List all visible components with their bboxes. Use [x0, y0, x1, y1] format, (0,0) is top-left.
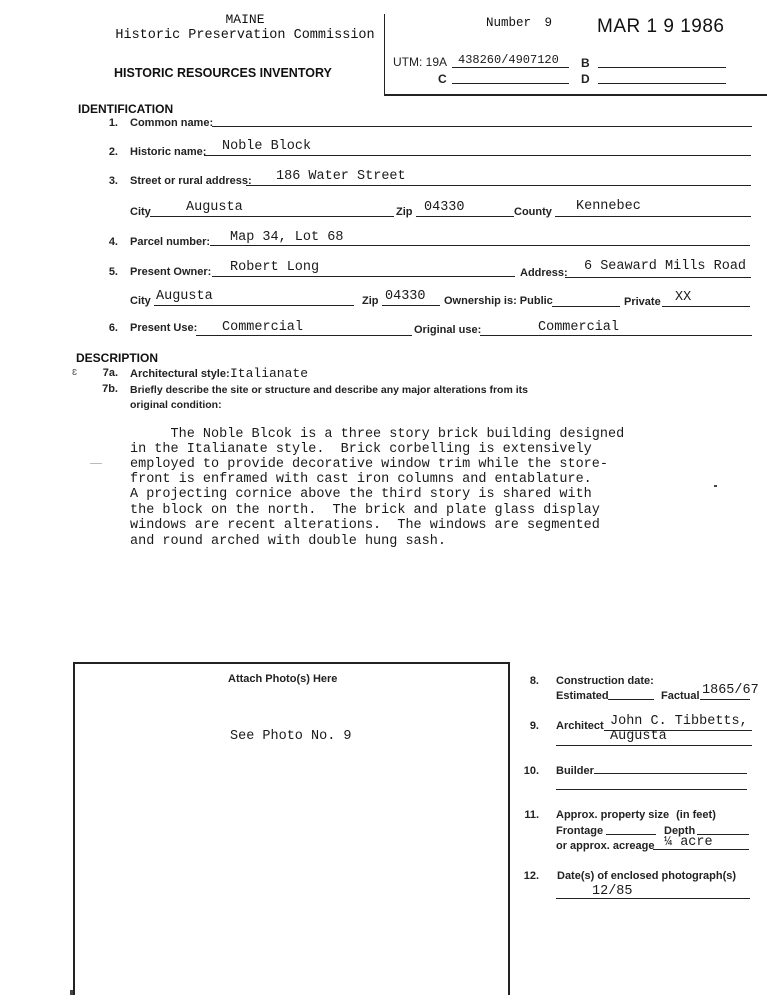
owner-address-label: Address: — [520, 267, 568, 279]
acreage-value: ¼ acre — [664, 835, 713, 850]
owner-city-value: Augusta — [156, 289, 213, 304]
owner-line — [212, 276, 515, 277]
description-line-1: The Noble Blcok is a three story brick building designed — [130, 427, 625, 442]
parcel-number-value: Map 34, Lot 68 — [230, 230, 344, 245]
description-line-2: in the Italianate style. Brick corbelling is extensively — [130, 442, 592, 457]
owner-city-line — [154, 305, 354, 306]
county-value: Kennebec — [576, 199, 641, 214]
architect-value-line1: John C. Tibbetts, — [610, 714, 748, 729]
description-line-6: the block on the north. The brick and plate glass display — [130, 503, 600, 518]
form-title: HISTORIC RESOURCES INVENTORY — [114, 66, 332, 80]
description-line-5: A projecting cornice above the third story is shared with — [130, 487, 592, 502]
field-6-label: Present Use: — [130, 322, 198, 334]
ownership-public-line — [552, 306, 620, 307]
county-line — [555, 216, 751, 217]
photo-box — [73, 662, 510, 995]
owner-value: Robert Long — [230, 260, 320, 275]
description-line-3: employed to provide decorative window trim while the store- — [130, 457, 608, 472]
field-4-label: Parcel number: — [130, 236, 211, 248]
field-9-number: 9. — [529, 720, 539, 732]
number-label — [486, 16, 552, 30]
street-address-value: 186 Water Street — [276, 169, 406, 184]
field-1-label: Common name: — [130, 117, 214, 129]
photo-date-line — [556, 898, 750, 899]
field-3-label: Street or rural address: — [130, 175, 252, 187]
street-address-line — [246, 185, 751, 186]
builder-line-2 — [556, 789, 747, 790]
utm-c-line — [452, 83, 569, 84]
owner-zip-value: 04330 — [385, 289, 426, 304]
number-label-text: Number — [486, 16, 532, 30]
original-use-line — [480, 335, 752, 336]
field-5-label: Present Owner: — [130, 266, 212, 278]
utm-underline — [452, 67, 569, 68]
property-size-label: Approx. property size — [556, 809, 670, 821]
historic-name-line — [204, 155, 751, 156]
field-5-number: 5. — [108, 266, 118, 278]
number-value: 9 — [544, 16, 553, 30]
field-7a-number: 7a. — [102, 367, 118, 379]
depth-label: Depth — [664, 825, 696, 837]
ownership-private-value: XX — [675, 290, 692, 305]
ownership-private-label: Private — [624, 296, 661, 308]
ownership-private-line — [662, 306, 750, 307]
zip-value: 04330 — [424, 200, 465, 215]
acreage-line — [653, 849, 749, 850]
field-12-label: Date(s) of enclosed photograph(s) — [557, 870, 737, 882]
field-7b-number: 7b. — [102, 383, 118, 395]
city-value: Augusta — [186, 200, 243, 215]
utm-d-label: D — [581, 72, 590, 86]
agency-heading: Historic Preservation Commission — [115, 28, 375, 43]
field-3-number: 3. — [108, 175, 118, 187]
utm-d-line — [598, 83, 726, 84]
estimated-label: Estimated — [556, 690, 609, 702]
field-11-label — [556, 809, 716, 821]
field-7b-label-line1: Briefly describe the site or structure and describe any major alterations from its — [130, 384, 528, 396]
photo-box-note: See Photo No. 9 — [230, 729, 352, 744]
estimated-line — [608, 699, 654, 700]
acreage-label: or approx. acreage — [556, 840, 655, 852]
margin-mark-icon: ɛ — [72, 366, 78, 378]
owner-address-line — [565, 277, 751, 278]
architectural-style-value: Italianate — [230, 366, 309, 381]
present-use-line — [196, 335, 412, 336]
field-2-label: Historic name: — [130, 146, 207, 158]
owner-zip-label: Zip — [362, 295, 379, 307]
utm-c-label: C — [438, 72, 447, 86]
utm-label: UTM: 19A — [393, 55, 448, 69]
owner-address-value: 6 Seaward Mills Road — [584, 259, 747, 274]
original-use-value: Commercial — [538, 320, 620, 335]
field-10-label: Builder — [556, 765, 594, 777]
common-name-line — [212, 126, 752, 127]
property-size-unit: (in feet) — [676, 809, 716, 821]
scan-speck — [90, 463, 102, 464]
ownership-label: Ownership is: Public — [444, 295, 553, 307]
zip-line — [416, 216, 514, 217]
historic-name-value: Noble Block — [222, 139, 312, 154]
field-4-number: 4. — [108, 236, 118, 248]
factual-value: 1865/67 — [702, 683, 759, 698]
zip-label: Zip — [396, 206, 413, 218]
field-8-label: Construction date: — [556, 675, 654, 687]
scan-speck — [70, 990, 73, 995]
architect-value-line2: Augusta — [610, 729, 667, 744]
field-7a-label: Architectural style: — [130, 368, 230, 380]
field-9-label: Architect — [556, 720, 604, 732]
description-line-7: windows are recent alterations. The windows are segmented — [130, 518, 600, 533]
field-10-number: 10. — [523, 765, 539, 777]
state-heading: MAINE — [225, 12, 265, 27]
description-heading: DESCRIPTION — [76, 351, 159, 365]
owner-city-label: City — [130, 295, 151, 307]
county-label: County — [514, 206, 552, 218]
photo-box-title: Attach Photo(s) Here — [228, 673, 338, 685]
date-stamp: MAR 1 9 1986 — [597, 16, 725, 37]
owner-zip-line — [382, 305, 440, 306]
utm-value: 438260/4907120 — [458, 53, 559, 67]
field-6-number: 6. — [108, 322, 118, 334]
architect-line-2 — [556, 745, 752, 746]
factual-line — [700, 699, 750, 700]
city-line — [150, 216, 394, 217]
field-7b-label-line2: original condition: — [130, 399, 222, 411]
field-11-number: 11. — [524, 809, 539, 821]
description-line-4: front is enframed with cast iron columns and entablature. — [130, 472, 592, 487]
frontage-label: Frontage — [556, 825, 604, 837]
identification-heading: IDENTIFICATION — [78, 102, 174, 116]
header-box-left-border — [384, 14, 385, 94]
parcel-number-line — [210, 245, 750, 246]
utm-b-line — [598, 67, 726, 68]
city-label: City — [130, 206, 151, 218]
builder-line-1 — [594, 773, 747, 774]
description-line-8: and round arched with double hung sash. — [130, 534, 446, 549]
scan-speck — [714, 485, 717, 487]
field-1-number: 1. — [108, 117, 118, 129]
field-12-number: 12. — [523, 870, 539, 882]
header-box-bottom-border — [384, 94, 767, 96]
original-use-label: Original use: — [414, 324, 482, 336]
factual-label: Factual — [661, 690, 700, 702]
utm-b-label: B — [581, 56, 590, 70]
field-8-number: 8. — [529, 675, 539, 687]
photo-date-value: 12/85 — [592, 884, 633, 899]
present-use-value: Commercial — [222, 320, 304, 335]
field-2-number: 2. — [108, 146, 118, 158]
frontage-line — [606, 834, 656, 835]
